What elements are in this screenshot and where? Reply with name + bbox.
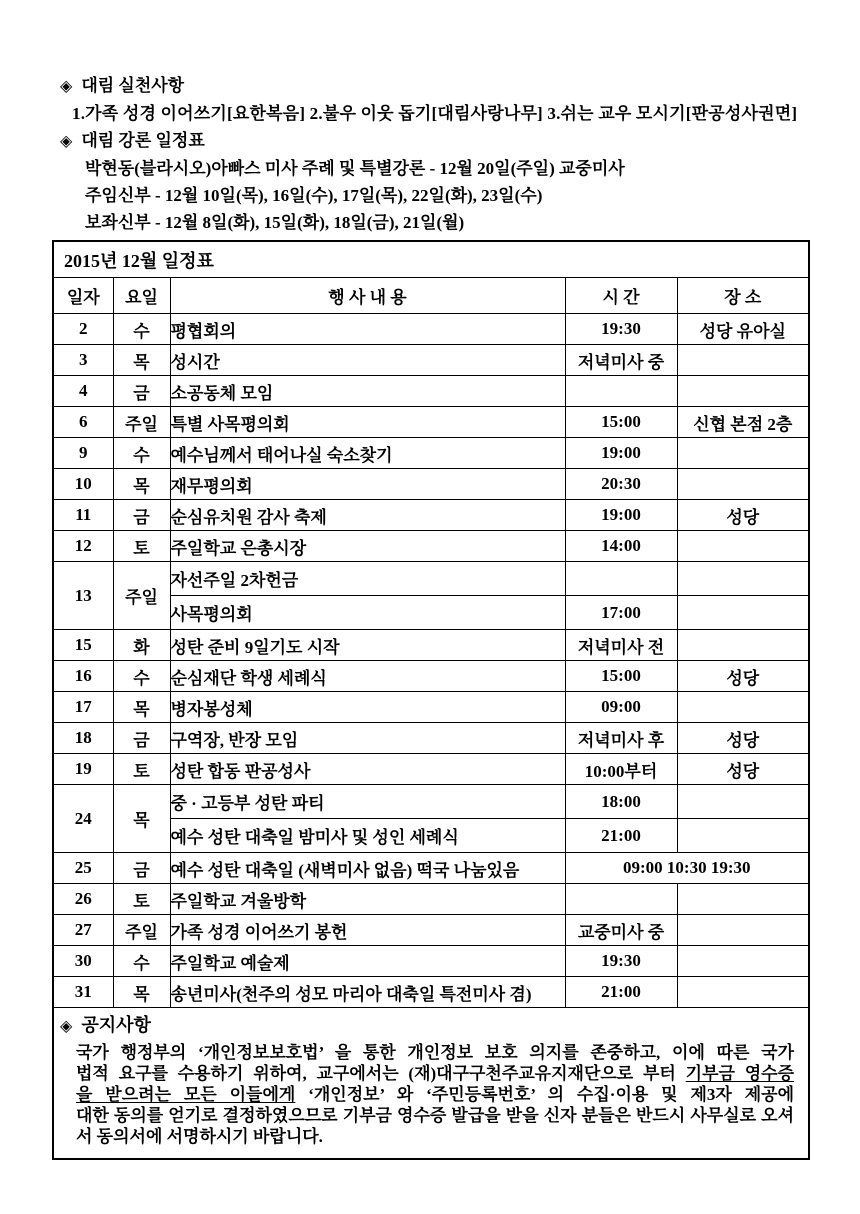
day-cell: 목: [113, 785, 170, 853]
place-cell: 성당 유아실: [677, 314, 809, 345]
place-cell: [677, 596, 809, 630]
time-cell: 14:00: [565, 531, 677, 562]
notice-line: [76, 1084, 794, 1105]
table-row: [53, 754, 809, 785]
day-cell: 주일: [113, 562, 170, 630]
table-row: [53, 469, 809, 500]
date-cell: 31: [53, 977, 113, 1008]
time-cell: 15:00: [565, 407, 677, 438]
date-cell: 19: [53, 754, 113, 785]
event-cell: 특별 사목평의회: [170, 407, 565, 438]
column-header-day: 요일: [113, 278, 170, 314]
practice-items: 1.가족 성경 이어쓰기[요한복음] 2.불우 이웃 돕기[대림사랑나무] 3.쉬는 교우 모시기[판공성사권면]: [72, 104, 798, 123]
event-cell: 가족 성경 이어쓰기 봉헌: [170, 915, 565, 946]
day-cell: 토: [113, 531, 170, 562]
time-cell: 19:30: [565, 314, 677, 345]
day-cell: 목: [113, 469, 170, 500]
event-cell: 주일학교 겨울방학: [170, 884, 565, 915]
column-header-time: 시 간: [565, 278, 677, 314]
time-cell: 19:30: [565, 946, 677, 977]
date-cell: 17: [53, 692, 113, 723]
place-cell: [677, 692, 809, 723]
table-row: [53, 630, 809, 661]
date-cell: 27: [53, 915, 113, 946]
place-cell: [677, 915, 809, 946]
place-cell: [677, 630, 809, 661]
place-cell: 성당: [677, 661, 809, 692]
table-row: [53, 376, 809, 407]
date-cell: 13: [53, 562, 113, 630]
underlined-text: 기부금 영수증: [685, 1064, 794, 1083]
date-cell: 12: [53, 531, 113, 562]
place-cell: [677, 469, 809, 500]
notice-line: [76, 1126, 794, 1147]
table-row: [53, 785, 809, 819]
event-cell: 자선주일 2차헌금: [170, 562, 565, 596]
date-cell: 6: [53, 407, 113, 438]
table-row: [53, 500, 809, 531]
day-cell: 화: [113, 630, 170, 661]
day-cell: 금: [113, 376, 170, 407]
notice-text: 대한 동의를 얻기로 결정하였으므로 기부금 영수증 발급을 받을 신자 분들은 반드시 사무실로 오셔: [76, 1106, 794, 1125]
day-cell: 수: [113, 314, 170, 345]
notice-text: ‘개인정보’ 와 ‘주민등록번호’ 의 수집·이용 및 제3자 제공에: [295, 1085, 794, 1104]
notice-row: [53, 1008, 809, 1160]
event-cell: 사목평의회: [170, 596, 565, 630]
event-cell: 순심유치원 감사 축제: [170, 500, 565, 531]
date-cell: 2: [53, 314, 113, 345]
notice-section: [53, 1008, 809, 1160]
event-cell: 성탄 준비 9일기도 시작: [170, 630, 565, 661]
place-cell: [677, 376, 809, 407]
table-row: [53, 977, 809, 1008]
time-cell: 19:00: [565, 500, 677, 531]
diamond-icon: ◈: [60, 1018, 73, 1035]
lecture-heading: [0, 127, 860, 155]
table-row: [53, 345, 809, 376]
event-cell: 소공동체 모임: [170, 376, 565, 407]
underlined-text: 을 받으려는 모든 이들에게: [76, 1085, 296, 1104]
table-row: [53, 884, 809, 915]
time-cell: [565, 884, 677, 915]
time-cell: [565, 376, 677, 407]
notice-heading: [60, 1013, 796, 1039]
day-cell: 주일: [113, 915, 170, 946]
event-cell: 성시간: [170, 345, 565, 376]
diamond-icon: ◈: [60, 133, 73, 150]
day-cell: 목: [113, 345, 170, 376]
event-cell: 병자봉성체: [170, 692, 565, 723]
place-cell: [677, 884, 809, 915]
date-cell: 16: [53, 661, 113, 692]
day-cell: 금: [113, 853, 170, 884]
event-cell: 주일학교 은총시장: [170, 531, 565, 562]
time-cell: 21:00: [565, 977, 677, 1008]
date-cell: 3: [53, 345, 113, 376]
event-cell: 송년미사(천주의 성모 마리아 대축일 특전미사 겸): [170, 977, 565, 1008]
notice-text: 서 동의서에 서명하시기 바랍니다.: [76, 1127, 323, 1146]
time-cell: 18:00: [565, 785, 677, 819]
time-cell: 09:00: [565, 692, 677, 723]
event-cell: 평협회의: [170, 314, 565, 345]
date-cell: 15: [53, 630, 113, 661]
table-title: 2015년 12월 일정표: [53, 241, 809, 278]
date-cell: 4: [53, 376, 113, 407]
day-cell: 토: [113, 754, 170, 785]
notice-line: [76, 1105, 794, 1126]
date-cell: 24: [53, 785, 113, 853]
table-row: [53, 314, 809, 345]
place-cell: [677, 345, 809, 376]
time-cell: 21:00: [565, 819, 677, 853]
time-cell: 09:00 10:30 19:30: [565, 853, 809, 884]
time-cell: 17:00: [565, 596, 677, 630]
day-cell: 목: [113, 692, 170, 723]
table-row: [53, 723, 809, 754]
lecture-line: 보좌신부 - 12월 8일(화), 15일(화), 18일(금), 21일(월): [85, 213, 465, 232]
table-row: [53, 853, 809, 884]
day-cell: 주일: [113, 407, 170, 438]
day-cell: 금: [113, 500, 170, 531]
date-cell: 9: [53, 438, 113, 469]
event-cell: 주일학교 예술제: [170, 946, 565, 977]
practice-heading: [0, 72, 860, 100]
column-header-content: 행 사 내 용: [170, 278, 565, 314]
place-cell: [677, 946, 809, 977]
time-cell: 저녁미사 중: [565, 345, 677, 376]
table-row: [53, 915, 809, 946]
event-cell: 순심재단 학생 세례식: [170, 661, 565, 692]
event-cell: 구역장, 반장 모임: [170, 723, 565, 754]
time-cell: 19:00: [565, 438, 677, 469]
time-cell: 10:00부터: [565, 754, 677, 785]
notice-paragraph: [60, 1042, 796, 1147]
event-cell: 성탄 합동 판공성사: [170, 754, 565, 785]
date-cell: 25: [53, 853, 113, 884]
event-cell: 예수님께서 태어나실 숙소찾기: [170, 438, 565, 469]
day-cell: 수: [113, 946, 170, 977]
time-cell: 15:00: [565, 661, 677, 692]
table-row: [53, 562, 809, 596]
time-cell: 저녁미사 전: [565, 630, 677, 661]
intro-section: [0, 0, 860, 236]
table-row: [53, 661, 809, 692]
column-header-date: 일자: [53, 278, 113, 314]
table-row: [53, 946, 809, 977]
date-cell: 18: [53, 723, 113, 754]
table-title-row: [53, 241, 809, 278]
place-cell: [677, 438, 809, 469]
place-cell: [677, 977, 809, 1008]
diamond-icon: ◈: [60, 78, 73, 95]
place-cell: [677, 562, 809, 596]
column-header-place: 장 소: [677, 278, 809, 314]
practice-title: 대림 실천사항: [81, 76, 185, 95]
time-cell: 교중미사 중: [565, 915, 677, 946]
table-header-row: [53, 278, 809, 314]
notice-line: [76, 1042, 794, 1063]
place-cell: 성당: [677, 754, 809, 785]
place-cell: 성당: [677, 500, 809, 531]
place-cell: 성당: [677, 723, 809, 754]
day-cell: 수: [113, 438, 170, 469]
time-cell: 저녁미사 후: [565, 723, 677, 754]
time-cell: 20:30: [565, 469, 677, 500]
day-cell: 수: [113, 661, 170, 692]
date-cell: 11: [53, 500, 113, 531]
date-cell: 30: [53, 946, 113, 977]
table-row: [53, 438, 809, 469]
date-cell: 10: [53, 469, 113, 500]
day-cell: 금: [113, 723, 170, 754]
schedule-body: [53, 314, 809, 1008]
notice-text: 법적 요구를 수용하기 위하여, 교구에서는 (재)대구구천주교유지재단으로 부터: [76, 1064, 686, 1083]
lecture-title: 대림 강론 일정표: [81, 131, 205, 150]
table-row: [53, 531, 809, 562]
event-cell: 중 · 고등부 성탄 파티: [170, 785, 565, 819]
notice-title: 공지사항: [81, 1015, 151, 1035]
lecture-line: 박현동(블라시오)아빠스 미사 주례 및 특별강론 - 12월 20일(주일) 교중미사: [85, 159, 625, 178]
place-cell: [677, 531, 809, 562]
place-cell: [677, 785, 809, 819]
day-cell: 토: [113, 884, 170, 915]
notice-line: [76, 1063, 794, 1084]
day-cell: 목: [113, 977, 170, 1008]
place-cell: 신협 본점 2층: [677, 407, 809, 438]
notice-text: 국가 행정부의 ‘개인정보보호법’ 을 통한 개인정보 보호 의지를 존중하고, 이에 따른 국가: [76, 1043, 794, 1062]
place-cell: [677, 819, 809, 853]
event-cell: 재무평의회: [170, 469, 565, 500]
event-cell: 예수 성탄 대축일 밤미사 및 성인 세례식: [170, 819, 565, 853]
time-cell: [565, 562, 677, 596]
event-cell: 예수 성탄 대축일 (새벽미사 없음) 떡국 나눔있음: [170, 853, 565, 884]
table-row: [53, 692, 809, 723]
table-row: [53, 407, 809, 438]
schedule-table: [52, 240, 810, 1160]
date-cell: 26: [53, 884, 113, 915]
lecture-line: 주임신부 - 12월 10일(목), 16일(수), 17일(목), 22일(화), 23일(수): [85, 186, 543, 205]
